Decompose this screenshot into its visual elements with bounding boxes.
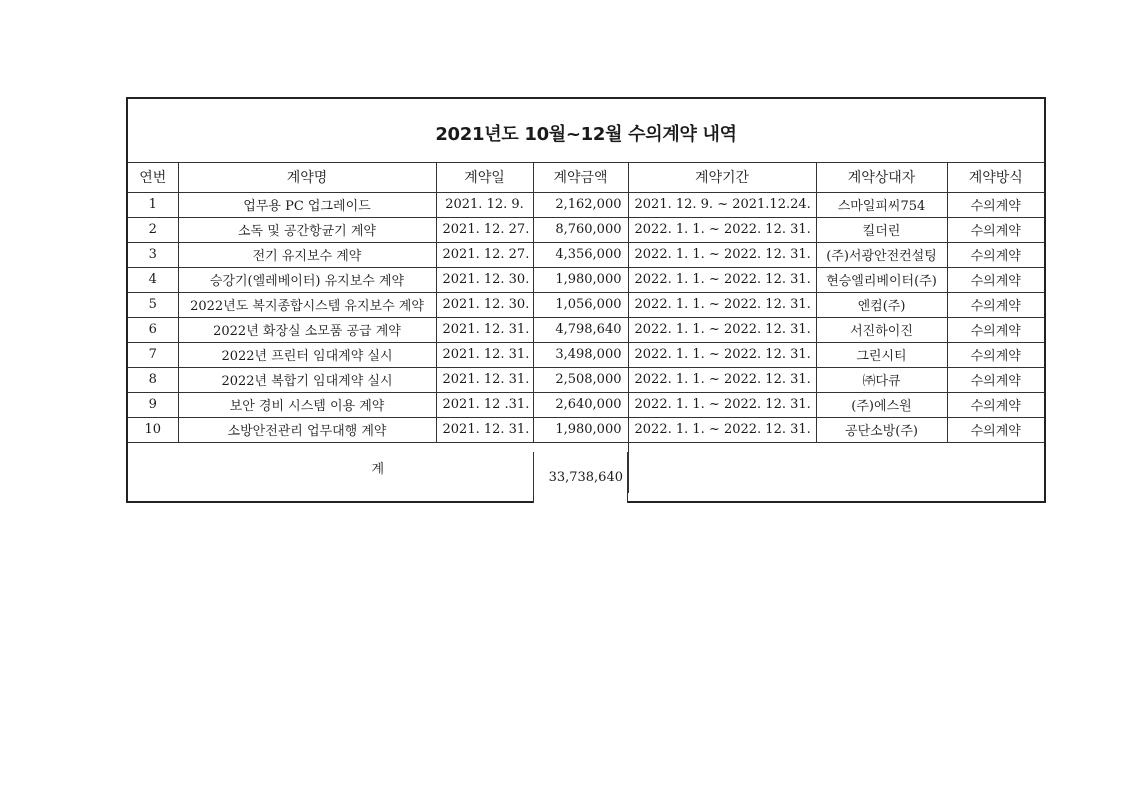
cell-name: 2022년 프린터 임대계약 실시: [178, 342, 436, 367]
cell-no: 8: [128, 367, 178, 392]
col-header-no: 연번: [128, 163, 178, 192]
cell-vendor: 공단소방(주): [816, 417, 947, 442]
cell-period: 2021. 12. 9. ~ 2021.12.24.: [628, 192, 816, 217]
cell-period: 2022. 1. 1. ~ 2022. 12. 31.: [628, 267, 816, 292]
table-row: [128, 392, 1044, 417]
cell-name: 승강기(엘레베이터) 유지보수 계약: [178, 267, 436, 292]
cell-date: 2021. 12. 9.: [436, 192, 533, 217]
cell-no: 6: [128, 317, 178, 342]
table-row: [128, 242, 1044, 267]
cell-amount: 1,980,000: [533, 417, 628, 442]
table-row: [128, 367, 1044, 392]
cell-vendor: 킬더린: [816, 217, 947, 242]
cell-no: 1: [128, 192, 178, 217]
cell-name: 소독 및 공간항균기 계약: [178, 217, 436, 242]
cell-date: 2021. 12. 27.: [436, 217, 533, 242]
cell-no: 7: [128, 342, 178, 367]
total-label: 계: [371, 462, 385, 478]
cell-no: 5: [128, 292, 178, 317]
cell-amount: 2,640,000: [533, 392, 628, 417]
page-title: 2021년도 10월~12월 수의계약 내역: [435, 123, 737, 145]
cell-vendor: (주)서광안전컨설팅: [816, 242, 947, 267]
cell-period: 2022. 1. 1. ~ 2022. 12. 31.: [628, 217, 816, 242]
cell-method: 수의계약: [947, 367, 1044, 392]
cell-method: 수의계약: [947, 417, 1044, 442]
cell-period: 2022. 1. 1. ~ 2022. 12. 31.: [628, 242, 816, 267]
cell-name: 2022년도 복지종합시스템 유지보수 계약: [178, 292, 436, 317]
table-row: [128, 417, 1044, 442]
table-row: [128, 342, 1044, 367]
cell-name: 업무용 PC 업그레이드: [178, 192, 436, 217]
cell-date: 2021. 12. 31.: [436, 342, 533, 367]
cell-method: 수의계약: [947, 292, 1044, 317]
title-row: [128, 99, 1044, 163]
cell-period: 2022. 1. 1. ~ 2022. 12. 31.: [628, 392, 816, 417]
cell-no: 10: [128, 417, 178, 442]
header-row: [128, 163, 1044, 192]
cell-period: 2022. 1. 1. ~ 2022. 12. 31.: [628, 417, 816, 442]
col-header-name: 계약명: [178, 163, 436, 192]
cell-vendor: 엔컴(주): [816, 292, 947, 317]
cell-vendor: 스마일피씨754: [816, 192, 947, 217]
table-row: [128, 267, 1044, 292]
cell-amount: 1,980,000: [533, 267, 628, 292]
cell-no: 2: [128, 217, 178, 242]
table-row: [128, 192, 1044, 217]
col-header-method: 계약방식: [947, 163, 1044, 192]
cell-period: 2022. 1. 1. ~ 2022. 12. 31.: [628, 317, 816, 342]
total-amount-cell: [533, 452, 628, 503]
cell-period: 2022. 1. 1. ~ 2022. 12. 31.: [628, 367, 816, 392]
cell-method: 수의계약: [947, 242, 1044, 267]
cell-date: 2021. 12. 30.: [436, 292, 533, 317]
cell-amount: 8,760,000: [533, 217, 628, 242]
cell-no: 9: [128, 392, 178, 417]
col-header-date: 계약일: [436, 163, 533, 192]
table-row: [128, 217, 1044, 242]
cell-date: 2021. 12. 31.: [436, 417, 533, 442]
cell-amount: 1,056,000: [533, 292, 628, 317]
cell-no: 4: [128, 267, 178, 292]
cell-date: 2021. 12 .31.: [436, 392, 533, 417]
total-blank-cell: [628, 442, 1044, 493]
cell-date: 2021. 12. 31.: [436, 367, 533, 392]
cell-period: 2022. 1. 1. ~ 2022. 12. 31.: [628, 342, 816, 367]
cell-vendor: (주)에스원: [816, 392, 947, 417]
cell-vendor: 현승엘리베이터(주): [816, 267, 947, 292]
cell-amount: 2,162,000: [533, 192, 628, 217]
cell-vendor: 서진하이진: [816, 317, 947, 342]
table-row: [128, 292, 1044, 317]
cell-name: 소방안전관리 업무대행 계약: [178, 417, 436, 442]
cell-amount: 4,356,000: [533, 242, 628, 267]
contract-table-sheet: [126, 97, 1046, 503]
cell-method: 수의계약: [947, 217, 1044, 242]
cell-name: 2022년 화장실 소모품 공급 계약: [178, 317, 436, 342]
cell-method: 수의계약: [947, 267, 1044, 292]
cell-amount: 4,798,640: [533, 317, 628, 342]
cell-method: 수의계약: [947, 317, 1044, 342]
cell-amount: 3,498,000: [533, 342, 628, 367]
cell-date: 2021. 12. 31.: [436, 317, 533, 342]
cell-date: 2021. 12. 27.: [436, 242, 533, 267]
cell-no: 3: [128, 242, 178, 267]
cell-period: 2022. 1. 1. ~ 2022. 12. 31.: [628, 292, 816, 317]
total-amount: 33,738,640: [548, 470, 623, 485]
cell-name: 전기 유지보수 계약: [178, 242, 436, 267]
cell-name: 보안 경비 시스템 이용 계약: [178, 392, 436, 417]
table-row: [128, 317, 1044, 342]
cell-method: 수의계약: [947, 342, 1044, 367]
col-header-amount: 계약금액: [533, 163, 628, 192]
cell-method: 수의계약: [947, 192, 1044, 217]
col-header-period: 계약기간: [628, 163, 816, 192]
contract-table: [128, 163, 1044, 493]
cell-amount: 2,508,000: [533, 367, 628, 392]
cell-vendor: ㈜다큐: [816, 367, 947, 392]
col-header-vendor: 계약상대자: [816, 163, 947, 192]
cell-vendor: 그린시티: [816, 342, 947, 367]
cell-date: 2021. 12. 30.: [436, 267, 533, 292]
cell-name: 2022년 복합기 임대계약 실시: [178, 367, 436, 392]
cell-method: 수의계약: [947, 392, 1044, 417]
